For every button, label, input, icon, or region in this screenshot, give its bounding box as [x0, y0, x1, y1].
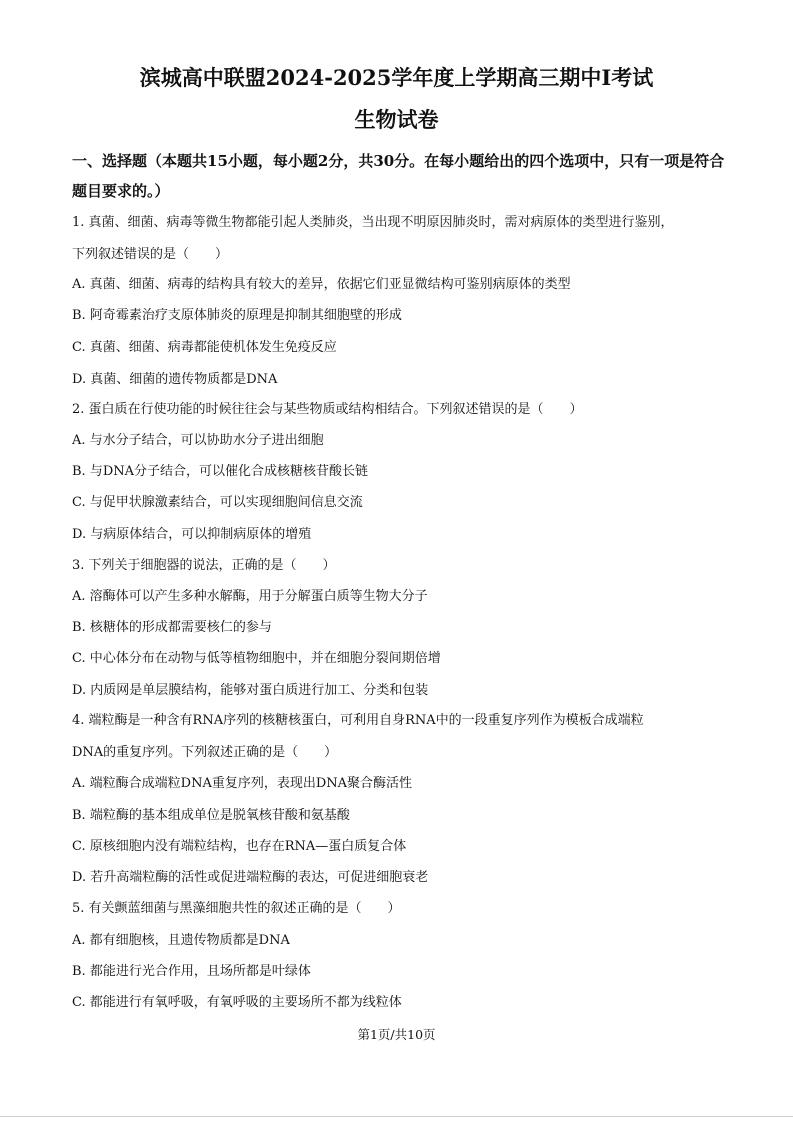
option-line: A. 都有细胞核，且遗传物质都是DNA [72, 933, 290, 948]
option-line: C. 都能进行有氧呼吸，有氧呼吸的主要场所不都为线粒体 [72, 995, 402, 1010]
question-line: 1. 真菌、细菌、病毒等微生物都能引起人类肺炎，当出现不明原因肺炎时，需对病原体的类型进行鉴别， [72, 215, 674, 230]
option-line: C. 与促甲状腺激素结合，可以实现细胞间信息交流 [72, 495, 363, 510]
option-line: B. 阿奇霉素治疗支原体肺炎的原理是抑制其细胞壁的形成 [72, 308, 402, 323]
option-line: D. 真菌、细菌的遗传物质都是DNA [72, 372, 278, 387]
option-line: B. 端粒酶的基本组成单位是脱氧核苷酸和氨基酸 [72, 808, 350, 823]
option-line: A. 与水分子结合，可以协助水分子进出细胞 [72, 433, 324, 448]
option-line: B. 与DNA分子结合，可以催化合成核糖核苷酸长链 [72, 464, 369, 479]
question-line: 3. 下列关于细胞器的说法，正确的是（ ） [72, 558, 336, 573]
question-line: 5. 有关颤蓝细菌与黑藻细胞共性的叙述正确的是（ ） [72, 901, 401, 916]
option-line: B. 核糖体的形成都需要核仁的参与 [72, 620, 272, 635]
page-indicator: 第1页/共10页 [357, 1027, 436, 1042]
bottom-divider [0, 1116, 793, 1117]
option-line: C. 原核细胞内没有端粒结构，也存在RNA—蛋白质复合体 [72, 839, 407, 854]
question-line: DNA的重复序列。下列叙述正确的是（ ） [72, 745, 338, 760]
exam-subtitle: 生物试卷 [354, 107, 439, 132]
question-line: 下列叙述错误的是（ ） [72, 247, 229, 262]
option-line: D. 若升高端粒酶的活性或促进端粒酶的表达，可促进细胞衰老 [72, 870, 429, 885]
option-line: A. 真菌、细菌、病毒的结构具有较大的差异，依据它们亚显微结构可鉴别病原体的类型 [72, 277, 571, 292]
question-line: 2. 蛋白质在行使功能的时候往往会与某些物质或结构相结合。下列叙述错误的是（ ） [72, 402, 583, 417]
option-line: D. 内质网是单层膜结构，能够对蛋白质进行加工、分类和包装 [72, 683, 429, 698]
option-line: A. 溶酶体可以产生多种水解酶，用于分解蛋白质等生物大分子 [72, 589, 428, 604]
option-line: D. 与病原体结合，可以抑制病原体的增殖 [72, 527, 312, 542]
option-line: C. 中心体分布在动物与低等植物细胞中，并在细胞分裂间期倍增 [72, 651, 441, 666]
option-line: C. 真菌、细菌、病毒都能使机体发生免疫反应 [72, 340, 337, 355]
option-line: A. 端粒酶合成端粒DNA重复序列，表现出DNA聚合酶活性 [72, 776, 413, 791]
option-line: B. 都能进行光合作用，且场所都是叶绿体 [72, 964, 311, 979]
question-line: 4. 端粒酶是一种含有RNA序列的核糖核蛋白，可利用自身RNA中的一段重复序列作为模板合成端粒 [72, 713, 644, 728]
exam-title: 滨城高中联盟2024-2025学年度上学期高三期中Ⅰ考试 [139, 65, 654, 90]
section-instructions: 一、选择题（本题共15小题，每小题2分，共30分。在每小题给出的四个选项中，只有一项是符合题目要求的。） [72, 152, 725, 200]
